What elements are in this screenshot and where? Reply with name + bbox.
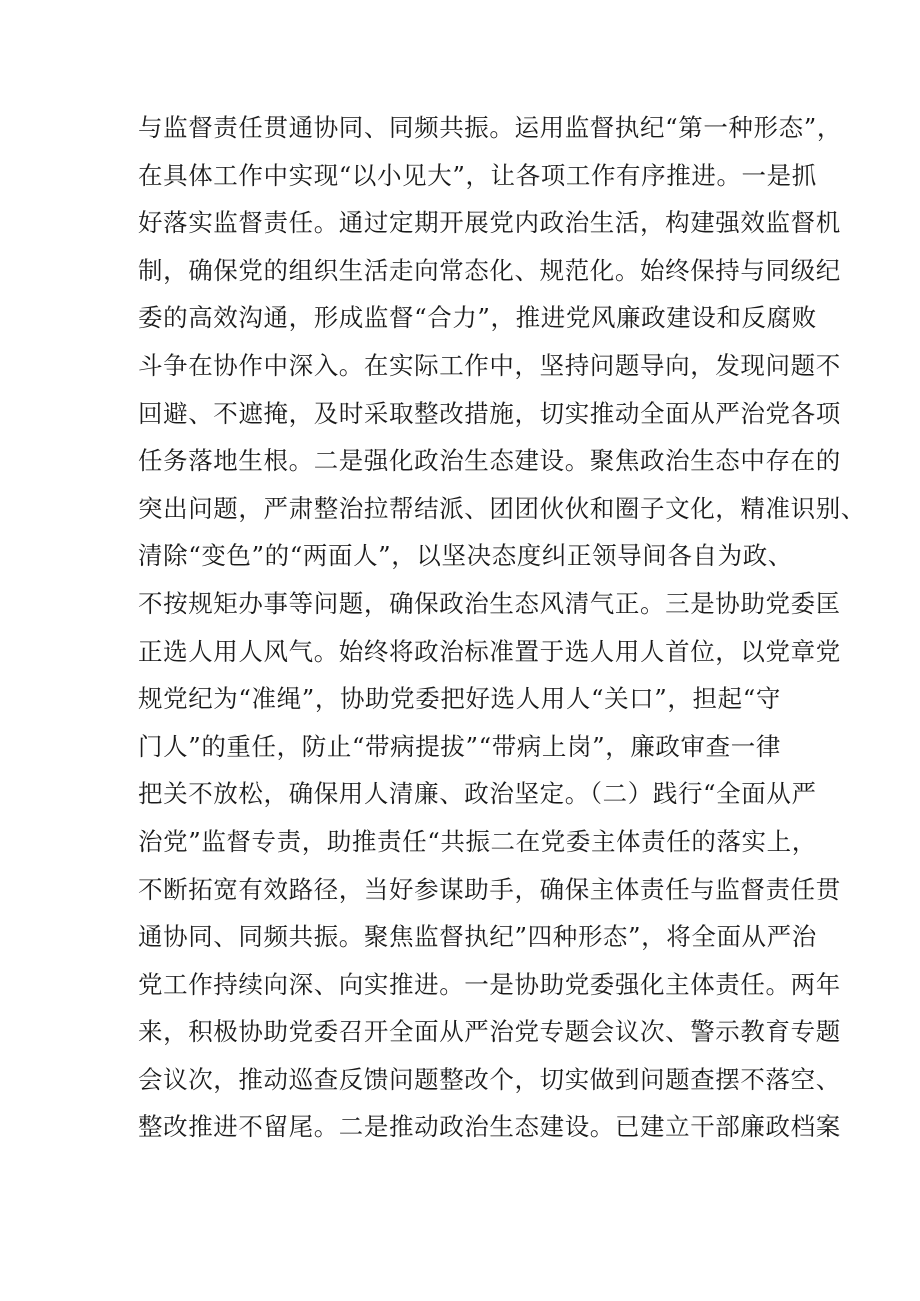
- text-line-4: 制，确保党的组织生活走向常态化、规范化。始终保持与同级纪: [138, 255, 841, 285]
- text-line-17: 不断拓宽有效路径，当好参谋助手，确保主体责任与监督责任贯: [138, 874, 841, 904]
- text-line-10: 清除“变色”的“两面人”，以坚决态度纠正领导间各自为政、: [138, 541, 793, 571]
- body-text: [138, 104, 866, 1151]
- text-line-20: 来，积极协助党委召开全面从严治党专题会议次、警示教育专题: [138, 1017, 841, 1047]
- text-line-1: 与监督责任贯通协同、同频共振。运用监督执纪“第一种形态”，: [138, 113, 842, 142]
- text-line-18: 通协同、同频共振。聚焦监督执纪”四种形态”，将全面从严治: [138, 922, 817, 952]
- text-line-15: 把关不放松，确保用人清廉、政治坚定。（二）践行“全面从严: [138, 779, 817, 809]
- text-line-11: 不按规矩办事等问题，确保政治生态风清气正。三是协助党委匡: [138, 588, 841, 618]
- text-line-21: 会议次，推动巡查反馈问题整改个，切实做到问题查摆不落空、: [138, 1064, 841, 1094]
- text-line-16: 治党”监督专责，助推责任“共振二在党委主体责任的落实上，: [138, 826, 817, 856]
- text-line-12: 正选人用人风气。始终将政治标准置于选人用人首位，以党章党: [138, 636, 841, 666]
- text-line-22: 整改推进不留尾。二是推动政治生态建设。已建立干部廉政档案: [138, 1112, 841, 1142]
- text-line-7: 回避、不遮掩，及时采取整改措施，切实推动全面从严治党各项: [138, 398, 841, 428]
- text-line-3: 好落实监督责任。通过定期开展党内政治生活，构建强效监督机: [138, 208, 841, 238]
- text-line-2: 在具体工作中实现“以小见大”，让各项工作有序推进。一是抓: [138, 160, 817, 190]
- text-line-13: 规党纪为“准绳”，协助党委把好选人用人“关口”，担起“守: [138, 684, 781, 714]
- text-line-9: 突出问题，严肃整治拉帮结派、团团伙伙和圈子文化，精准识别、: [138, 493, 866, 523]
- text-line-14: 门人”的重任，防止“带病提拔”“带病上岗”，廉政审查一律: [138, 731, 781, 761]
- text-line-6: 斗争在协作中深入。在实际工作中，坚持问题导向，发现问题不: [138, 350, 841, 380]
- text-line-5: 委的高效沟通，形成监督“合力”，推进党风廉政建设和反腐败: [138, 303, 817, 333]
- text-line-19: 党工作持续向深、向实推进。一是协助党委强化主体责任。两年: [138, 969, 841, 999]
- text-line-8: 任务落地生根。二是强化政治生态建设。聚焦政治生态中存在的: [138, 446, 841, 476]
